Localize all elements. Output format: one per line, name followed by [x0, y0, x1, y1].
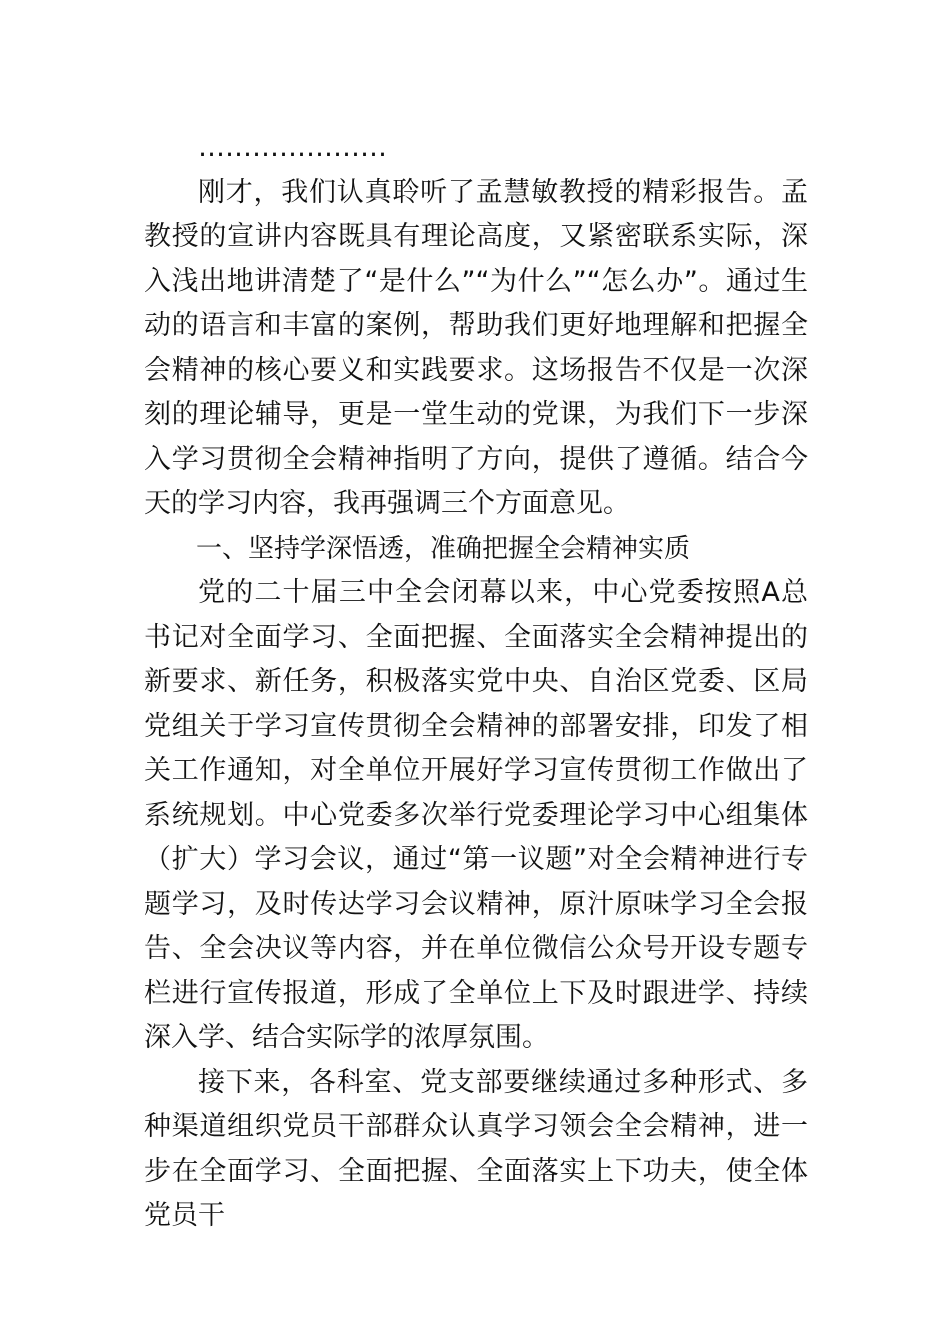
paragraph-study-progress: 党的二十届三中全会闭幕以来，中心党委按照A总书记对全面学习、全面把握、全面落实全会精神提出的新要求、新任务，积极落实党中央、自治区党委、区局党组关于学习宣传贯彻全会精神的部署安排，印发了相关工作通知，对全单位开展好学习宣传贯彻工作做出了系统规划。中心党委多次举行党委理论学习中心组集体（扩大）学习会议，通过“第一议题”对全会精神进行专题学习，及时传达学习会议精神，原汁原味学习全会报告、全会决议等内容，并在单位微信公众号开设专题专栏进行宣传报道，形成了全单位上下及时跟进学、持续深入学、结合实际学的浓厚氛围。 — [144, 577, 808, 1053]
paragraph-report-review: 刚才，我们认真聆听了孟慧敏教授的精彩报告。孟教授的宣讲内容既具有理论高度，又紧密联系实际，深入浅出地讲清楚了“是什么”“为什么”“怎么办”。通过生动的语言和丰富的案例，帮助我们更好地理解和把握全会精神的核心要义和实践要求。这场报告不仅是一次深刻的理论辅导，更是一堂生动的党课，为我们下一步深入学习贯彻全会精神指明了方向，提供了遵循。结合今天的学习内容，我再强调三个方面意见。 — [144, 176, 808, 519]
paragraph-next-steps: 接下来，各科室、党支部要继续通过多种形式、多种渠道组织党员干部群众认真学习领会全会精神，进一步在全面学习、全面把握、全面落实上下功夫，使全体党员干 — [144, 1066, 808, 1231]
section-heading-1: 一、坚持学深悟透，准确把握全会精神实质 — [196, 533, 691, 564]
document-body — [144, 126, 808, 1239]
ellipsis-line: ………………… — [198, 132, 387, 163]
